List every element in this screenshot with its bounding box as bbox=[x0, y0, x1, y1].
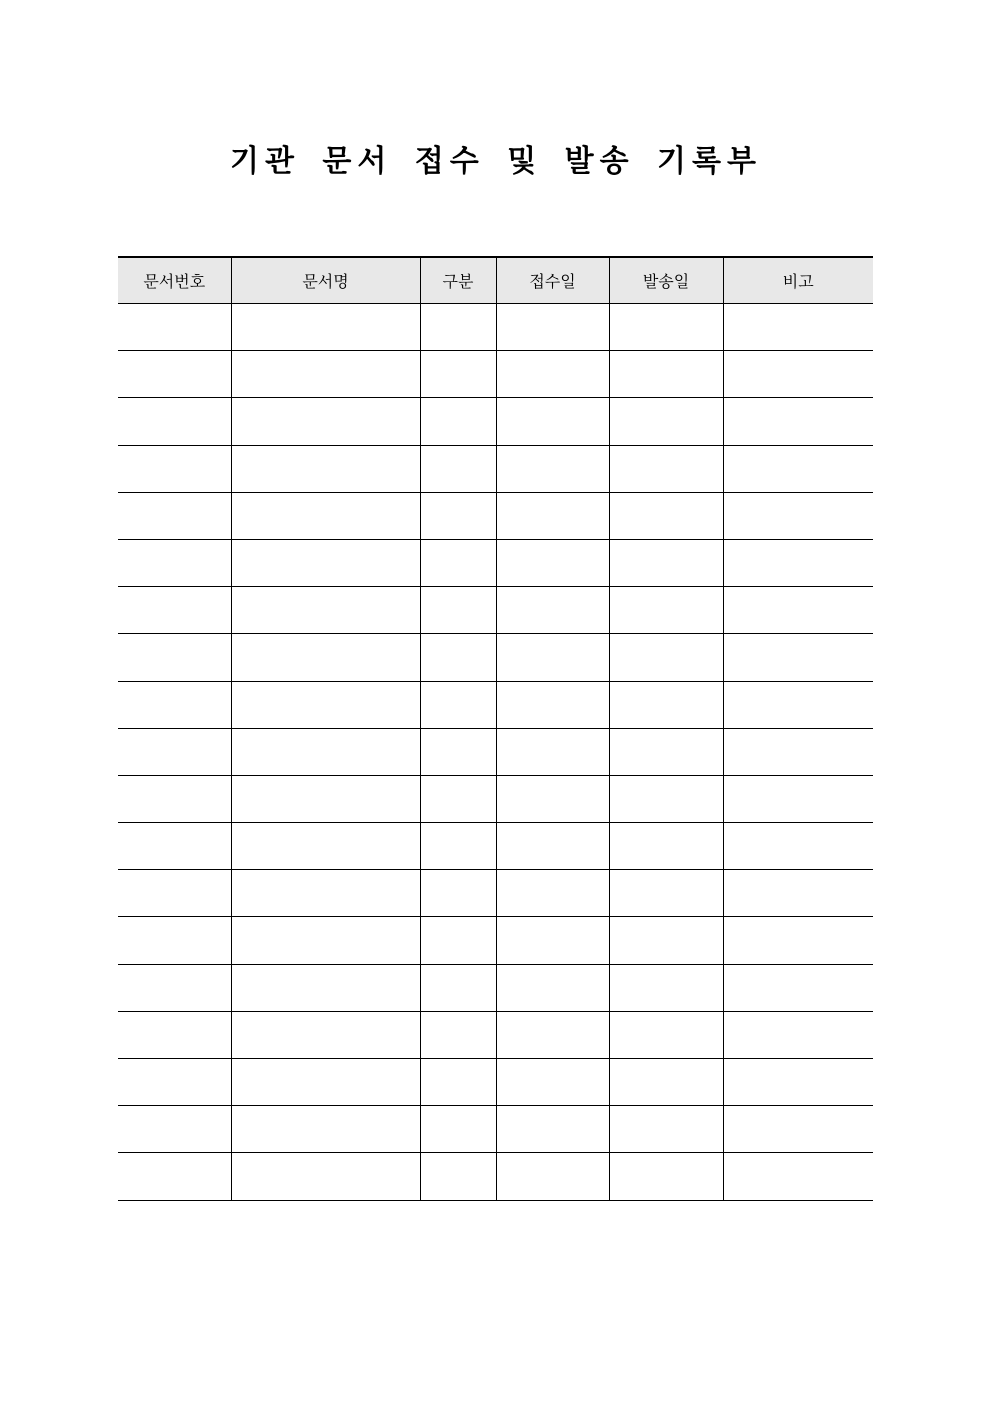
table-cell[interactable] bbox=[420, 917, 496, 964]
table-cell[interactable] bbox=[118, 445, 231, 492]
table-cell[interactable] bbox=[496, 398, 609, 445]
table-cell[interactable] bbox=[231, 304, 420, 351]
header-remarks: 비고 bbox=[723, 257, 873, 304]
table-cell[interactable] bbox=[723, 775, 873, 822]
table-cell[interactable] bbox=[118, 917, 231, 964]
table-row bbox=[118, 681, 873, 728]
table-row bbox=[118, 539, 873, 586]
table-cell[interactable] bbox=[723, 728, 873, 775]
record-table bbox=[118, 256, 873, 1201]
table-cell[interactable] bbox=[496, 492, 609, 539]
table-cell[interactable] bbox=[231, 539, 420, 586]
table-cell[interactable] bbox=[723, 445, 873, 492]
table-row bbox=[118, 445, 873, 492]
table-row bbox=[118, 351, 873, 398]
table-cell[interactable] bbox=[609, 681, 723, 728]
table-cell[interactable] bbox=[420, 587, 496, 634]
table-cell[interactable] bbox=[420, 445, 496, 492]
table-cell[interactable] bbox=[231, 823, 420, 870]
table-row bbox=[118, 304, 873, 351]
table-cell[interactable] bbox=[231, 681, 420, 728]
table-cell[interactable] bbox=[231, 1153, 420, 1200]
table-row bbox=[118, 964, 873, 1011]
table-cell[interactable] bbox=[609, 1059, 723, 1106]
table-cell[interactable] bbox=[496, 775, 609, 822]
table-cell[interactable] bbox=[723, 304, 873, 351]
table-cell[interactable] bbox=[609, 964, 723, 1011]
table-cell[interactable] bbox=[723, 1059, 873, 1106]
header-doc-name: 문서명 bbox=[231, 257, 420, 304]
table-cell[interactable] bbox=[118, 351, 231, 398]
table-cell[interactable] bbox=[496, 1011, 609, 1058]
table-cell[interactable] bbox=[609, 445, 723, 492]
table-cell[interactable] bbox=[231, 492, 420, 539]
table-cell[interactable] bbox=[118, 775, 231, 822]
table-cell[interactable] bbox=[496, 917, 609, 964]
table-cell[interactable] bbox=[118, 1011, 231, 1058]
table-cell[interactable] bbox=[118, 587, 231, 634]
header-received-date: 접수일 bbox=[496, 257, 609, 304]
table-row bbox=[118, 634, 873, 681]
table-cell[interactable] bbox=[723, 1153, 873, 1200]
table-cell[interactable] bbox=[118, 823, 231, 870]
header-row bbox=[118, 257, 873, 304]
table-cell[interactable] bbox=[496, 587, 609, 634]
table-cell[interactable] bbox=[231, 351, 420, 398]
table-cell[interactable] bbox=[420, 539, 496, 586]
table-row bbox=[118, 1011, 873, 1058]
table-cell[interactable] bbox=[496, 445, 609, 492]
table-cell[interactable] bbox=[609, 728, 723, 775]
table-cell[interactable] bbox=[723, 398, 873, 445]
table-cell[interactable] bbox=[496, 870, 609, 917]
table-cell[interactable] bbox=[231, 398, 420, 445]
table-cell[interactable] bbox=[723, 1011, 873, 1058]
table-cell[interactable] bbox=[496, 823, 609, 870]
table-cell[interactable] bbox=[496, 964, 609, 1011]
table-row bbox=[118, 492, 873, 539]
table-cell[interactable] bbox=[723, 492, 873, 539]
table-cell[interactable] bbox=[609, 823, 723, 870]
table-cell[interactable] bbox=[609, 1106, 723, 1153]
header-category: 구분 bbox=[420, 257, 496, 304]
table-cell[interactable] bbox=[118, 492, 231, 539]
table-row bbox=[118, 1106, 873, 1153]
table-cell[interactable] bbox=[231, 728, 420, 775]
table-cell[interactable] bbox=[609, 587, 723, 634]
table-cell[interactable] bbox=[118, 539, 231, 586]
table-row bbox=[118, 398, 873, 445]
table-cell[interactable] bbox=[496, 539, 609, 586]
table-cell[interactable] bbox=[723, 823, 873, 870]
table-cell[interactable] bbox=[231, 587, 420, 634]
table-cell[interactable] bbox=[723, 587, 873, 634]
table-cell[interactable] bbox=[231, 445, 420, 492]
table-cell[interactable] bbox=[420, 964, 496, 1011]
table-cell[interactable] bbox=[231, 870, 420, 917]
table-cell[interactable] bbox=[420, 681, 496, 728]
table-cell[interactable] bbox=[420, 634, 496, 681]
table-cell[interactable] bbox=[118, 398, 231, 445]
table-cell[interactable] bbox=[420, 775, 496, 822]
table-cell[interactable] bbox=[609, 1153, 723, 1200]
table-cell[interactable] bbox=[723, 917, 873, 964]
table-cell[interactable] bbox=[723, 681, 873, 728]
table-row bbox=[118, 1059, 873, 1106]
table-cell[interactable] bbox=[723, 1106, 873, 1153]
table-cell[interactable] bbox=[609, 775, 723, 822]
table-cell[interactable] bbox=[723, 634, 873, 681]
table-cell[interactable] bbox=[231, 1011, 420, 1058]
table-cell[interactable] bbox=[609, 492, 723, 539]
table-body bbox=[118, 304, 873, 1201]
table-row bbox=[118, 917, 873, 964]
table-cell[interactable] bbox=[118, 681, 231, 728]
table-cell[interactable] bbox=[609, 917, 723, 964]
table-cell[interactable] bbox=[723, 870, 873, 917]
table-cell[interactable] bbox=[496, 681, 609, 728]
table-cell[interactable] bbox=[609, 1011, 723, 1058]
table-cell[interactable] bbox=[231, 775, 420, 822]
table-cell[interactable] bbox=[118, 1059, 231, 1106]
table-cell[interactable] bbox=[420, 728, 496, 775]
table-cell[interactable] bbox=[420, 1106, 496, 1153]
table-cell[interactable] bbox=[118, 964, 231, 1011]
table-cell[interactable] bbox=[231, 917, 420, 964]
page-title: 기관 문서 접수 및 발송 기록부 bbox=[230, 144, 762, 179]
header-sent-date: 발송일 bbox=[609, 257, 723, 304]
table-row bbox=[118, 728, 873, 775]
table-cell[interactable] bbox=[231, 964, 420, 1011]
table-cell[interactable] bbox=[496, 634, 609, 681]
table-cell[interactable] bbox=[723, 539, 873, 586]
table-cell[interactable] bbox=[118, 870, 231, 917]
table-cell[interactable] bbox=[118, 1106, 231, 1153]
table-cell[interactable] bbox=[118, 1153, 231, 1200]
table-row bbox=[118, 823, 873, 870]
table-cell[interactable] bbox=[609, 634, 723, 681]
table-row bbox=[118, 870, 873, 917]
table-cell[interactable] bbox=[231, 1059, 420, 1106]
table-cell[interactable] bbox=[231, 1106, 420, 1153]
table-cell[interactable] bbox=[118, 728, 231, 775]
table-cell[interactable] bbox=[420, 398, 496, 445]
table-cell[interactable] bbox=[118, 634, 231, 681]
table-cell[interactable] bbox=[420, 1011, 496, 1058]
table-cell[interactable] bbox=[496, 1059, 609, 1106]
table-row bbox=[118, 587, 873, 634]
table-cell[interactable] bbox=[609, 304, 723, 351]
table-cell[interactable] bbox=[496, 1106, 609, 1153]
table-cell[interactable] bbox=[420, 870, 496, 917]
table-cell[interactable] bbox=[609, 870, 723, 917]
table-row bbox=[118, 1153, 873, 1200]
table-cell[interactable] bbox=[420, 304, 496, 351]
table-cell[interactable] bbox=[609, 351, 723, 398]
table-cell[interactable] bbox=[496, 351, 609, 398]
table-cell[interactable] bbox=[420, 351, 496, 398]
table-cell[interactable] bbox=[118, 304, 231, 351]
header-doc-number: 문서번호 bbox=[118, 257, 231, 304]
table-cell[interactable] bbox=[420, 1153, 496, 1200]
table-cell[interactable] bbox=[496, 304, 609, 351]
table-cell[interactable] bbox=[231, 634, 420, 681]
table-cell[interactable] bbox=[609, 398, 723, 445]
table-cell[interactable] bbox=[723, 964, 873, 1011]
table-cell[interactable] bbox=[420, 823, 496, 870]
table-cell[interactable] bbox=[723, 351, 873, 398]
table-cell[interactable] bbox=[496, 1153, 609, 1200]
table-cell[interactable] bbox=[609, 539, 723, 586]
table-cell[interactable] bbox=[420, 1059, 496, 1106]
table-cell[interactable] bbox=[420, 492, 496, 539]
table-cell[interactable] bbox=[496, 728, 609, 775]
table-row bbox=[118, 775, 873, 822]
